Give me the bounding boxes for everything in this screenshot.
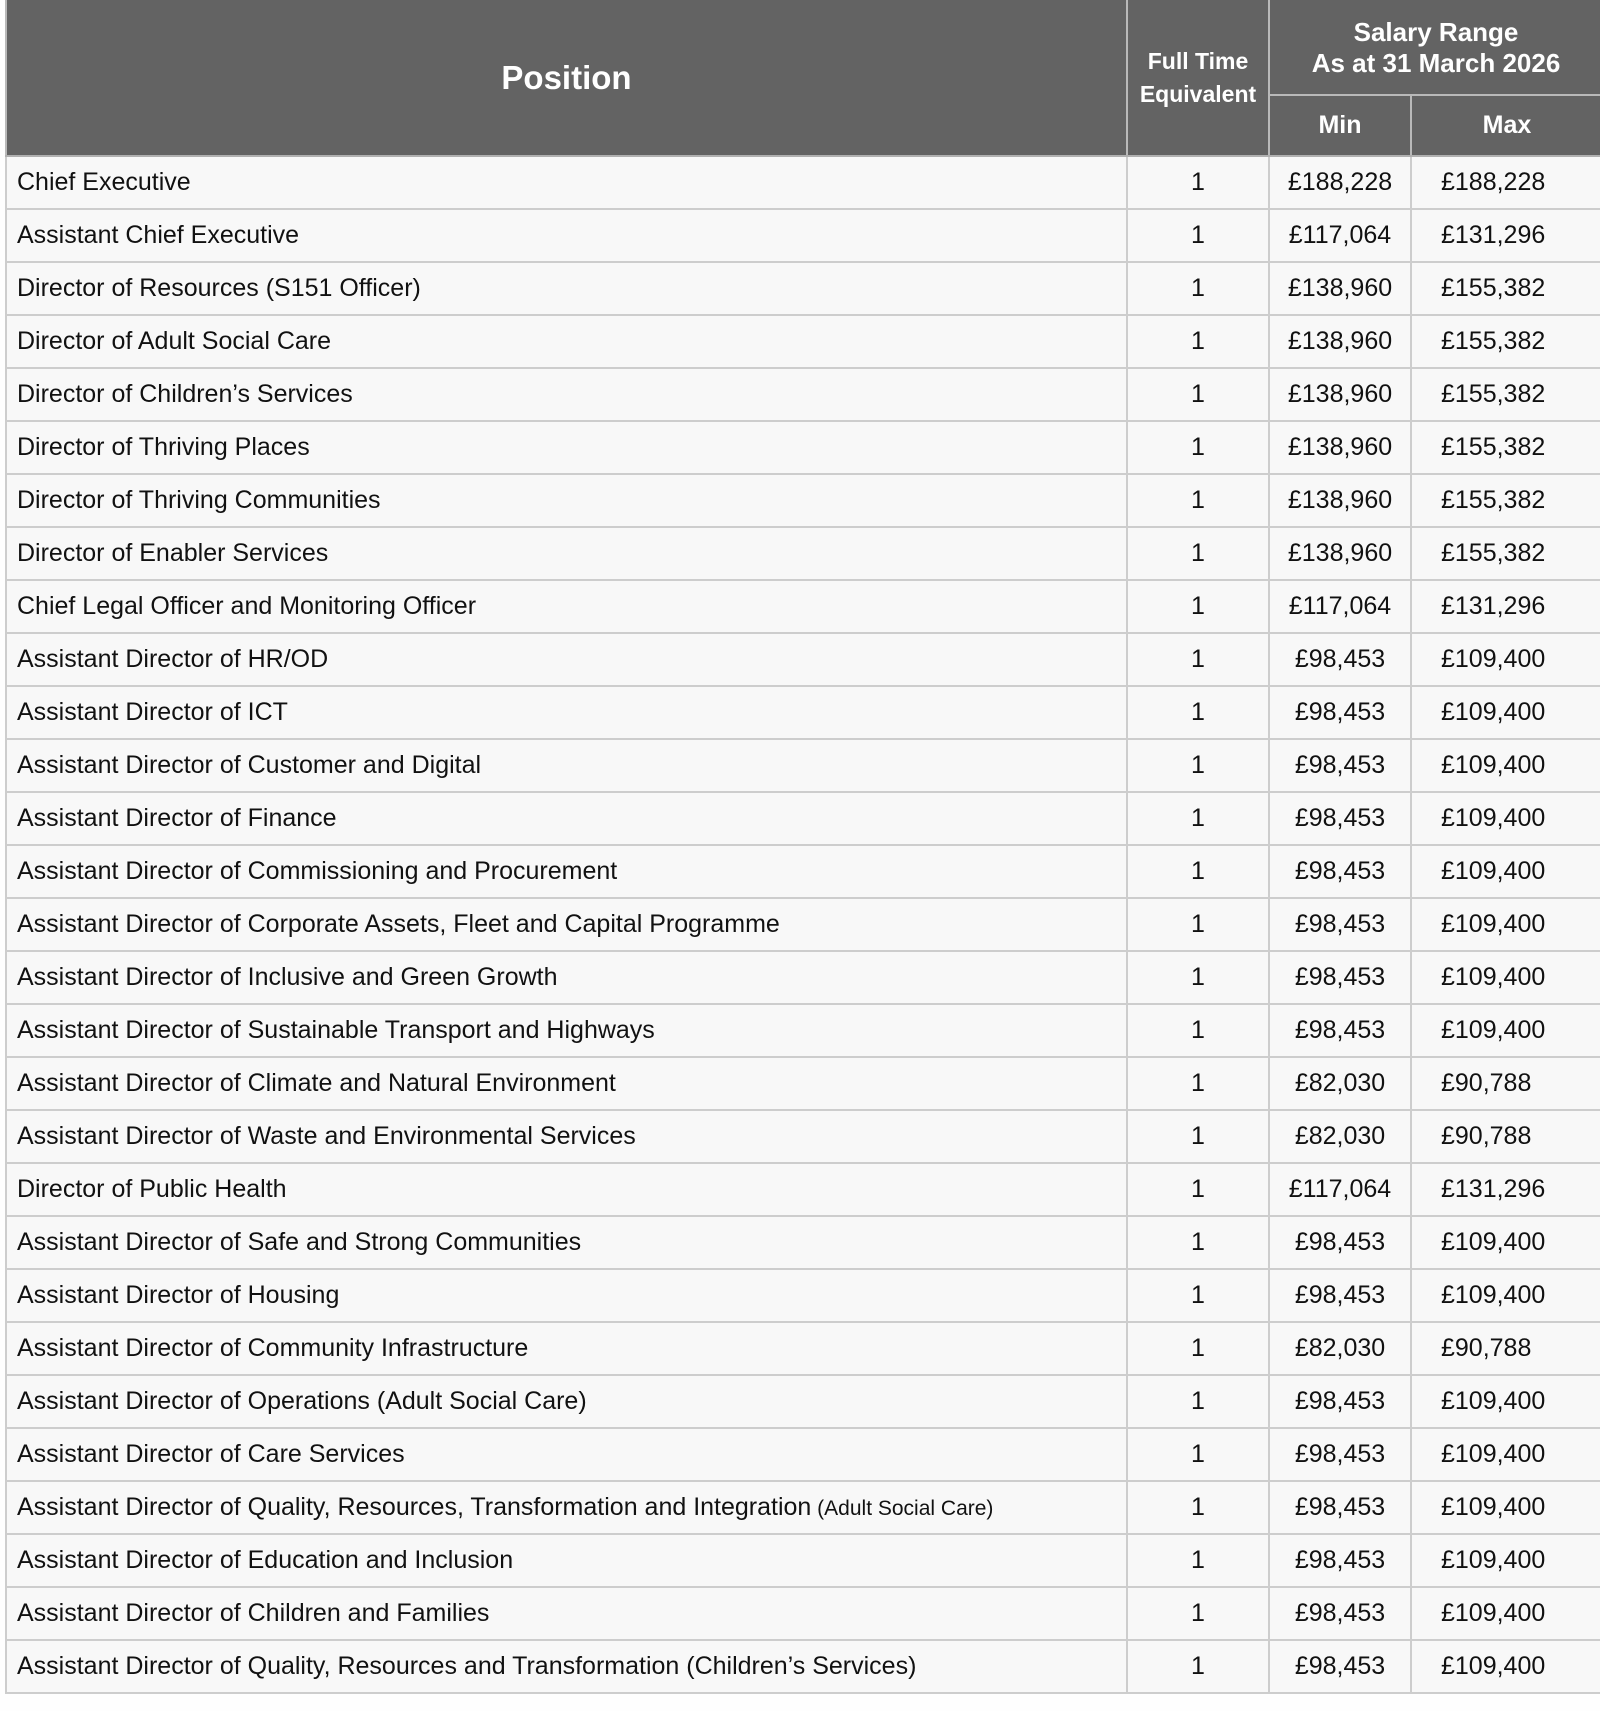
fte-cell: 1 <box>1127 1375 1269 1428</box>
salary-min-cell: £82,030 <box>1269 1057 1411 1110</box>
header-salary-range <box>1269 0 1600 95</box>
salary-min-cell: £98,453 <box>1269 1428 1411 1481</box>
table-row <box>6 262 1600 315</box>
position-cell <box>6 792 1127 845</box>
position-text: Director of Enabler Services <box>17 539 329 567</box>
fte-cell: 1 <box>1127 1481 1269 1534</box>
fte-cell: 1 <box>1127 1640 1269 1693</box>
salary-min-cell: £98,453 <box>1269 1587 1411 1640</box>
table-row <box>6 1163 1600 1216</box>
position-cell <box>6 845 1127 898</box>
table-row <box>6 1004 1600 1057</box>
salary-max-cell: £109,400 <box>1411 1534 1600 1587</box>
table-row <box>6 1269 1600 1322</box>
table-row <box>6 845 1600 898</box>
position-cell <box>6 527 1127 580</box>
table-row <box>6 315 1600 368</box>
position-cell <box>6 1004 1127 1057</box>
salary-min-cell: £117,064 <box>1269 580 1411 633</box>
salary-max-cell: £188,228 <box>1411 156 1600 209</box>
salary-max-cell: £109,400 <box>1411 633 1600 686</box>
salary-min-cell: £138,960 <box>1269 262 1411 315</box>
fte-cell: 1 <box>1127 262 1269 315</box>
position-suffix-text: (Adult Social Care) <box>811 1497 994 1520</box>
position-cell <box>6 1375 1127 1428</box>
position-cell <box>6 1110 1127 1163</box>
table-row <box>6 1216 1600 1269</box>
fte-cell: 1 <box>1127 1534 1269 1587</box>
salary-min-cell: £98,453 <box>1269 792 1411 845</box>
fte-cell: 1 <box>1127 686 1269 739</box>
position-text: Assistant Director of ICT <box>17 698 288 726</box>
fte-cell: 1 <box>1127 845 1269 898</box>
position-text: Assistant Director of Inclusive and Green Growth <box>17 963 558 991</box>
table-row <box>6 951 1600 1004</box>
position-text: Assistant Director of Quality, Resources, Transformation and Integration <box>17 1493 812 1521</box>
position-text: Assistant Director of Waste and Environmental Services <box>17 1122 636 1150</box>
salary-max-cell: £109,400 <box>1411 1375 1600 1428</box>
position-cell <box>6 1481 1127 1534</box>
salary-min-cell: £82,030 <box>1269 1110 1411 1163</box>
fte-cell: 1 <box>1127 951 1269 1004</box>
position-cell <box>6 209 1127 262</box>
position-cell <box>6 898 1127 951</box>
position-text: Director of Thriving Communities <box>17 486 381 514</box>
fte-cell: 1 <box>1127 474 1269 527</box>
fte-cell: 1 <box>1127 1322 1269 1375</box>
salary-min-cell: £98,453 <box>1269 845 1411 898</box>
position-text: Assistant Director of Operations (Adult Social Care) <box>17 1387 587 1415</box>
fte-cell: 1 <box>1127 209 1269 262</box>
salary-max-cell: £131,296 <box>1411 209 1600 262</box>
position-cell <box>6 633 1127 686</box>
fte-cell: 1 <box>1127 1163 1269 1216</box>
table-row <box>6 686 1600 739</box>
salary-max-cell: £155,382 <box>1411 262 1600 315</box>
salary-max-cell: £109,400 <box>1411 1428 1600 1481</box>
header-min: Min <box>1269 95 1411 156</box>
salary-max-cell: £131,296 <box>1411 1163 1600 1216</box>
table-row <box>6 633 1600 686</box>
salary-min-cell: £117,064 <box>1269 209 1411 262</box>
position-text: Assistant Director of Commissioning and Procurement <box>17 857 618 885</box>
fte-cell: 1 <box>1127 1269 1269 1322</box>
position-cell <box>6 1057 1127 1110</box>
table-row <box>6 1481 1600 1534</box>
position-text: Chief Executive <box>17 168 191 196</box>
table-row <box>6 1322 1600 1375</box>
position-text: Director of Children’s Services <box>17 380 353 408</box>
salary-min-cell: £98,453 <box>1269 739 1411 792</box>
salary-max-cell: £90,788 <box>1411 1110 1600 1163</box>
position-cell <box>6 315 1127 368</box>
position-text: Assistant Director of Care Services <box>17 1440 405 1468</box>
position-cell <box>6 580 1127 633</box>
salary-min-cell: £98,453 <box>1269 633 1411 686</box>
position-cell <box>6 421 1127 474</box>
salary-min-cell: £138,960 <box>1269 315 1411 368</box>
position-text: Assistant Director of Finance <box>17 804 337 832</box>
header-position-label: Position <box>501 58 632 96</box>
fte-cell: 1 <box>1127 1428 1269 1481</box>
position-cell <box>6 262 1127 315</box>
table-row <box>6 1375 1600 1428</box>
position-text: Assistant Director of Corporate Assets, Fleet and Capital Programme <box>17 910 780 938</box>
fte-cell: 1 <box>1127 1057 1269 1110</box>
header-position <box>6 0 1127 156</box>
table-row <box>6 421 1600 474</box>
salary-min-cell: £98,453 <box>1269 1269 1411 1322</box>
salary-max-cell: £155,382 <box>1411 474 1600 527</box>
salary-max-cell: £109,400 <box>1411 1587 1600 1640</box>
position-text: Director of Resources (S151 Officer) <box>17 274 421 302</box>
position-cell <box>6 1587 1127 1640</box>
position-cell <box>6 1534 1127 1587</box>
position-cell <box>6 686 1127 739</box>
salary-max-cell: £109,400 <box>1411 1269 1600 1322</box>
fte-cell: 1 <box>1127 315 1269 368</box>
salary-max-cell: £155,382 <box>1411 421 1600 474</box>
salary-max-cell: £109,400 <box>1411 1481 1600 1534</box>
position-text: Assistant Director of Climate and Natural Environment <box>17 1069 616 1097</box>
salary-max-cell: £155,382 <box>1411 527 1600 580</box>
table-row <box>6 209 1600 262</box>
salary-min-cell: £98,453 <box>1269 1375 1411 1428</box>
position-cell <box>6 1269 1127 1322</box>
table-row <box>6 1110 1600 1163</box>
position-text: Assistant Director of Education and Inclusion <box>17 1546 514 1574</box>
salary-max-cell: £90,788 <box>1411 1057 1600 1110</box>
table-row <box>6 1640 1600 1693</box>
salary-max-cell: £109,400 <box>1411 951 1600 1004</box>
salary-max-cell: £109,400 <box>1411 739 1600 792</box>
table-row <box>6 1587 1600 1640</box>
fte-cell: 1 <box>1127 1004 1269 1057</box>
table-row <box>6 792 1600 845</box>
position-cell <box>6 156 1127 209</box>
salary-min-cell: £98,453 <box>1269 1216 1411 1269</box>
position-cell <box>6 1322 1127 1375</box>
fte-cell: 1 <box>1127 368 1269 421</box>
fte-cell: 1 <box>1127 739 1269 792</box>
position-text: Director of Thriving Places <box>17 433 310 461</box>
fte-cell: 1 <box>1127 580 1269 633</box>
position-cell <box>6 474 1127 527</box>
header-fte-line2: Equivalent <box>1139 80 1257 107</box>
position-cell <box>6 951 1127 1004</box>
position-text: Assistant Director of HR/OD <box>17 645 329 673</box>
position-text: Assistant Director of Children and Families <box>17 1599 490 1627</box>
salary-min-cell: £98,453 <box>1269 1640 1411 1693</box>
salary-min-cell: £138,960 <box>1269 527 1411 580</box>
salary-max-cell: £109,400 <box>1411 898 1600 951</box>
fte-cell: 1 <box>1127 156 1269 209</box>
position-cell <box>6 1216 1127 1269</box>
salary-min-cell: £138,960 <box>1269 474 1411 527</box>
position-text: Assistant Director of Community Infrastructure <box>17 1334 529 1362</box>
salary-min-cell: £138,960 <box>1269 368 1411 421</box>
position-cell <box>6 739 1127 792</box>
table-body <box>6 156 1600 1693</box>
header-max: Max <box>1411 95 1600 156</box>
fte-cell: 1 <box>1127 898 1269 951</box>
salary-min-cell: £138,960 <box>1269 421 1411 474</box>
fte-cell: 1 <box>1127 1587 1269 1640</box>
salary-min-cell: £117,064 <box>1269 1163 1411 1216</box>
salary-max-cell: £109,400 <box>1411 686 1600 739</box>
position-cell <box>6 1428 1127 1481</box>
salary-max-cell: £131,296 <box>1411 580 1600 633</box>
position-text: Director of Adult Social Care <box>17 327 332 355</box>
header-fte <box>1127 0 1269 156</box>
salary-table <box>5 0 1600 1694</box>
position-text: Assistant Director of Quality, Resources and Transformation (Children’s Services) <box>17 1652 917 1680</box>
fte-cell: 1 <box>1127 527 1269 580</box>
table-row <box>6 898 1600 951</box>
fte-cell: 1 <box>1127 421 1269 474</box>
salary-max-cell: £109,400 <box>1411 1640 1600 1693</box>
salary-max-cell: £109,400 <box>1411 1216 1600 1269</box>
salary-min-cell: £98,453 <box>1269 1004 1411 1057</box>
fte-cell: 1 <box>1127 633 1269 686</box>
position-text: Assistant Director of Housing <box>17 1281 340 1309</box>
fte-cell: 1 <box>1127 1110 1269 1163</box>
position-cell <box>6 1640 1127 1693</box>
header-salary-range-line2: As at 31 March 2026 <box>1311 48 1561 78</box>
salary-min-cell: £98,453 <box>1269 898 1411 951</box>
fte-cell: 1 <box>1127 1216 1269 1269</box>
salary-max-cell: £109,400 <box>1411 1004 1600 1057</box>
table-row <box>6 739 1600 792</box>
table-row <box>6 156 1600 209</box>
salary-max-cell: £155,382 <box>1411 315 1600 368</box>
header-salary-range-line1: Salary Range <box>1353 16 1519 47</box>
salary-min-cell: £98,453 <box>1269 1481 1411 1534</box>
table-row <box>6 1534 1600 1587</box>
table-row <box>6 1057 1600 1110</box>
salary-max-cell: £109,400 <box>1411 792 1600 845</box>
salary-min-cell: £82,030 <box>1269 1322 1411 1375</box>
position-cell <box>6 368 1127 421</box>
salary-max-cell: £155,382 <box>1411 368 1600 421</box>
position-text: Director of Public Health <box>17 1175 287 1203</box>
salary-min-cell: £98,453 <box>1269 1534 1411 1587</box>
table-header <box>6 0 1600 156</box>
salary-max-cell: £90,788 <box>1411 1322 1600 1375</box>
table-row <box>6 368 1600 421</box>
fte-cell: 1 <box>1127 792 1269 845</box>
header-fte-line1: Full Time <box>1147 48 1249 75</box>
table-row <box>6 527 1600 580</box>
table-row <box>6 1428 1600 1481</box>
table-row <box>6 474 1600 527</box>
position-text: Assistant Director of Customer and Digital <box>17 751 482 779</box>
table-row <box>6 580 1600 633</box>
position-text: Assistant Director of Safe and Strong Communities <box>17 1228 582 1256</box>
salary-min-cell: £98,453 <box>1269 686 1411 739</box>
position-text: Assistant Director of Sustainable Transport and Highways <box>17 1016 655 1044</box>
salary-min-cell: £188,228 <box>1269 156 1411 209</box>
position-cell <box>6 1163 1127 1216</box>
salary-min-cell: £98,453 <box>1269 951 1411 1004</box>
position-text: Assistant Chief Executive <box>17 221 300 249</box>
salary-max-cell: £109,400 <box>1411 845 1600 898</box>
position-text: Chief Legal Officer and Monitoring Officer <box>17 592 477 620</box>
